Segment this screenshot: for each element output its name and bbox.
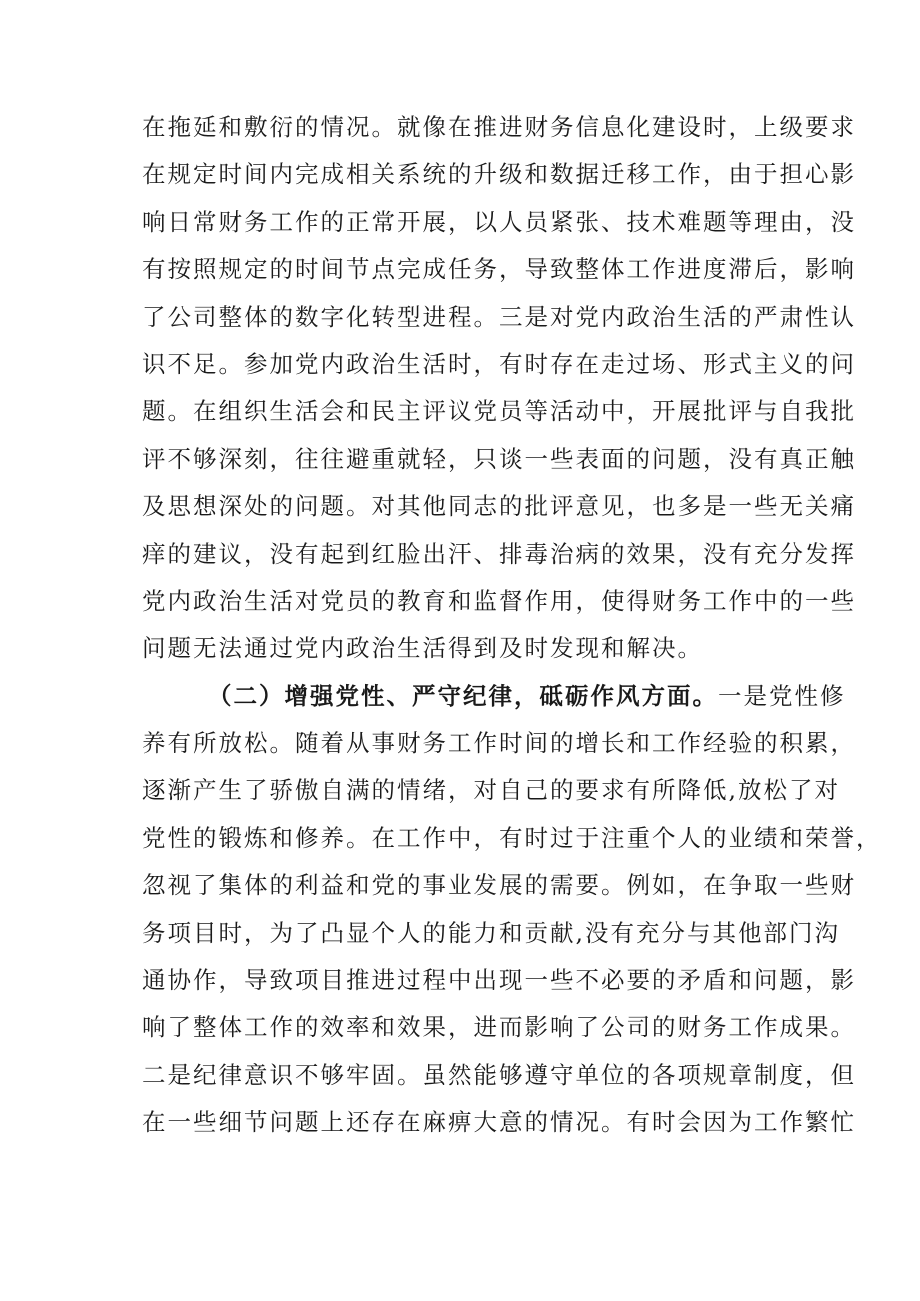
text-line: 忽视了集体的利益和党的事业发展的需要。例如，在争取一些财 (142, 871, 856, 900)
text-line: 在一些细节问题上还存在麻痹大意的情况。有时会因为工作繁忙 (142, 1108, 856, 1137)
section-heading-line (142, 673, 846, 720)
text-line: 评不够深刻，往往避重就轻，只谈一些表面的问题，没有真正触 (142, 444, 856, 473)
text-line: 养有所放松。随着从事财务工作时间的增长和工作经验的积累， (142, 729, 856, 758)
text-line: 问题无法通过党内政治生活得到及时发现和解决。 (142, 634, 703, 663)
text-line: 有按照规定的时间节点完成任务，导致整体工作进度滞后，影响 (142, 255, 856, 284)
text-line: 在拖延和敷衍的情况。就像在推进财务信息化建设时，上级要求 (142, 113, 856, 141)
text-line: 及思想深处的问题。对其他同志的批评意见，也多是一些无关痛 (142, 492, 856, 521)
text-line: 务项目时，为了凸显个人的能力和贡献,没有充分与其他部门沟 (142, 918, 840, 947)
text-line: 通协作，导致项目推进过程中出现一些不必要的矛盾和问题，影 (142, 966, 856, 995)
text-line: 二是纪律意识不够牢固。虽然能够遵守单位的各项规章制度，但 (142, 1060, 856, 1089)
text-line: 响日常财务工作的正常开展，以人员紧张、技术难题等理由，没 (142, 207, 856, 236)
text-line: 响了整体工作的效率和效果，进而影响了公司的财务工作成果。 (142, 1013, 856, 1042)
section-heading: （二）增强党性、严守纪律，砥砺作风方面。 (208, 681, 718, 710)
text-line: 了公司整体的数字化转型进程。三是对党内政治生活的严肃性认 (142, 302, 856, 331)
document-body (142, 104, 882, 1147)
text-line: 党内政治生活对党员的教育和监督作用，使得财务工作中的一些 (142, 586, 856, 615)
text-line-rest: 一是党性修 (718, 681, 846, 710)
text-line: 党性的锻炼和修养。在工作中，有时过于注重个人的业绩和荣誉， (142, 823, 882, 852)
paragraph-2 (142, 673, 882, 1147)
paragraph-1 (142, 104, 856, 673)
text-line: 题。在组织生活会和民主评议党员等活动中，开展批评与自我批 (142, 397, 856, 426)
text-line: 痒的建议，没有起到红脸出汗、排毒治病的效果，没有充分发挥 (142, 539, 856, 568)
text-line: 逐渐产生了骄傲自满的情绪，对自己的要求有所降低,放松了对 (142, 776, 840, 805)
text-line: 识不足。参加党内政治生活时，有时存在走过场、形式主义的问 (142, 349, 856, 378)
text-line: 在规定时间内完成相关系统的升级和数据迁移工作，由于担心影 (142, 160, 856, 189)
